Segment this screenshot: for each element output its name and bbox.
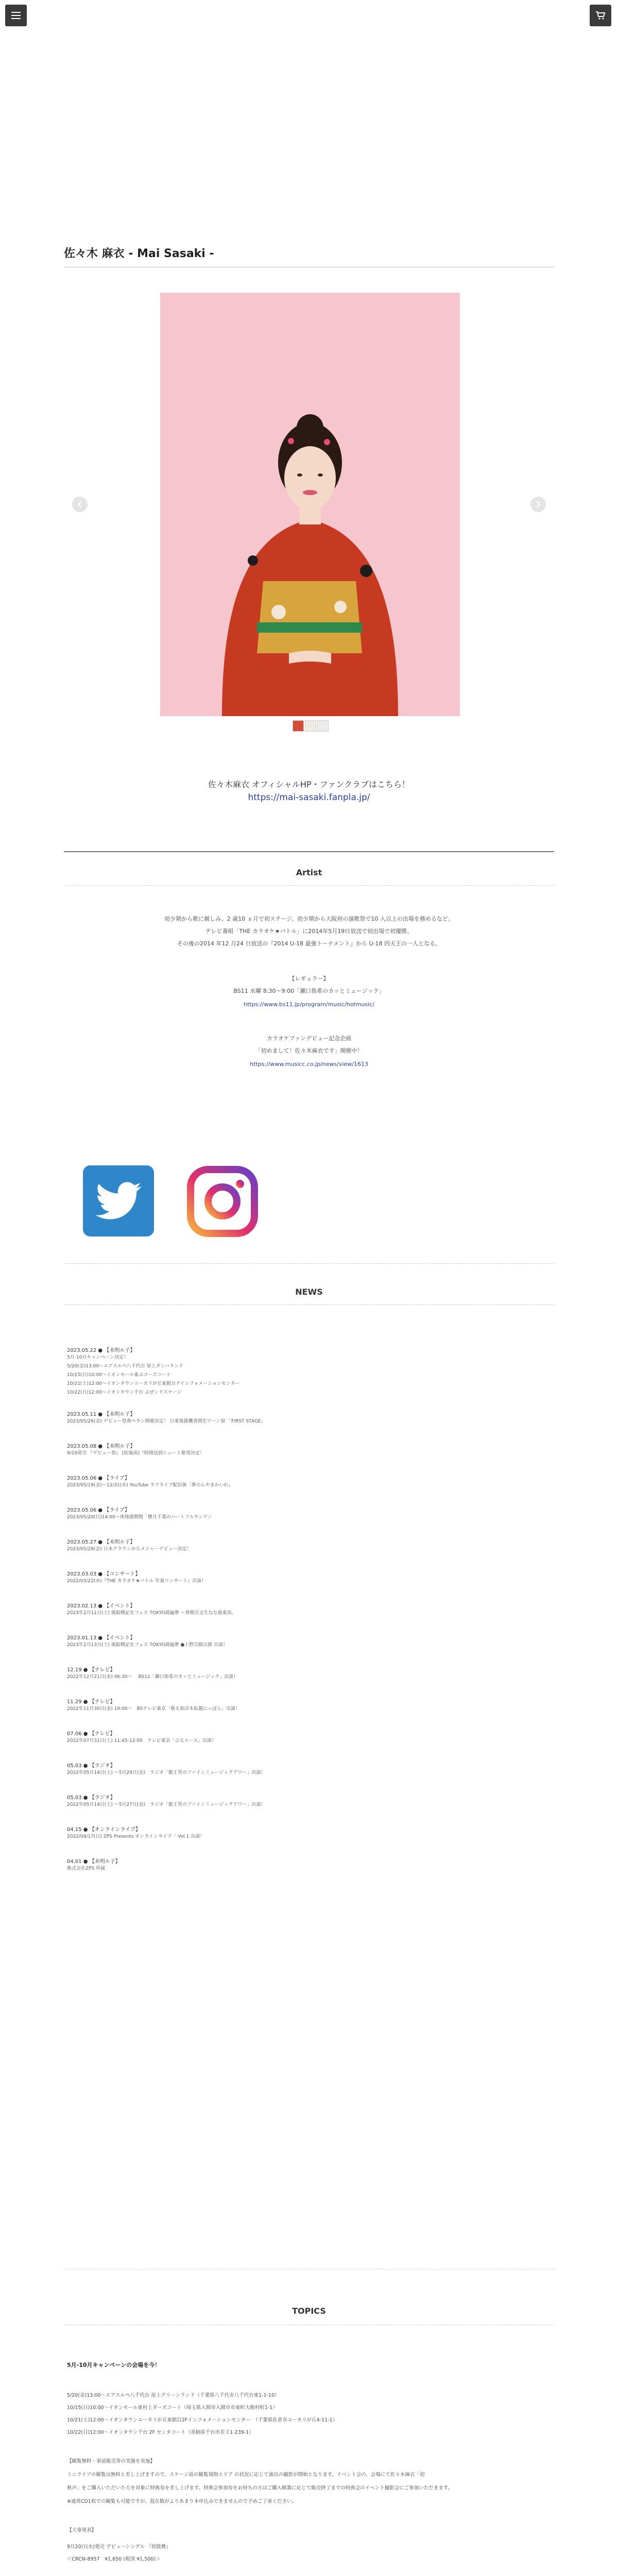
news-item[interactable] xyxy=(67,1697,551,1714)
news-line: 2022/04/17(日) ZPS Presents オンラインライブ「 Vol.1 出演！ xyxy=(67,1834,205,1839)
news-item[interactable] xyxy=(67,1857,551,1873)
news-line: 2023年2月13日(土) 風船戦記をフェス TOKYO満遍夢 ●上野宗館は節 出演！ xyxy=(67,1642,228,1648)
campaign-line: 10/21(土)12:00〜イオンタウンユーカリが丘東館目2Fインフォメーションセンター （千葉県佐倉市ユーカリが丘4-11-1） xyxy=(67,2417,338,2423)
instagram-icon xyxy=(186,1165,259,1238)
news-line: 5/20(金)13:00〜エアスルぺ八千代台 屋上ダンハランド xyxy=(67,1364,184,1369)
news-date: 05.03 ● 【ラジオ】 xyxy=(67,1763,115,1769)
menu-button[interactable] xyxy=(5,5,27,26)
page-title: 佐々木 麻衣 - Mai Sasaki - xyxy=(64,247,214,260)
artist-bio-3: その後の2014 年12 月24 日放送の『2014 U-18 最強トーナメント』から U-18 四天王の一人となる。 xyxy=(177,940,441,947)
fan-debut-link[interactable]: https://www.musicc.co.jp/news/view/1613 xyxy=(249,1061,368,1067)
divider xyxy=(64,851,554,852)
news-item[interactable] xyxy=(67,1601,551,1618)
fan-debut-text: 「初めまして！佐々木麻衣です」開催中！ xyxy=(255,1047,363,1054)
news-item[interactable] xyxy=(67,1729,551,1745)
news-date: 2023.05.06 ● 【ライブ】 xyxy=(67,1476,130,1481)
notice-line: ※通常CD1枚での観覧も可能ですが、混在数がよりあまり本申込みできませんので予めご了承ください。 xyxy=(67,2499,297,2504)
news-date: 04.01 ● 【未明ル子】 xyxy=(67,1859,121,1865)
fanclub-text: 佐々木麻衣 オフィシャルHP・ファンクラブはこちら！ xyxy=(208,779,410,789)
news-item[interactable] xyxy=(67,1537,551,1554)
fan-debut-label: カラオケファンデビュー記念企画 xyxy=(266,1035,352,1042)
news-line: 5月-10月キャンペーン決定！ xyxy=(67,1355,129,1360)
slide-next-button[interactable] xyxy=(530,497,546,512)
news-line: 2023年2月11日(土) 風船戦記をフェス TOKYO満遍夢 〜常館宗文生なな後東高、 xyxy=(67,1611,236,1616)
news-date: 2023.03.03 ● 【コンサート】 xyxy=(67,1571,141,1577)
campaign-line: 5/20(金)13:00〜エアスルぺ八千代台 屋上グリーンランド（千葉県八千代市八千代台東1-1-10） xyxy=(67,2393,280,2398)
news-item[interactable] xyxy=(67,1346,551,1397)
news-date: 11.29 ● 【テレビ】 xyxy=(67,1699,115,1705)
regular-link[interactable]: https://www.bs11.jp/program/music/hotmusic/ xyxy=(244,1001,374,1008)
news-line: 10/22(日)12:00〜イオンタウン千台 ぷぜンドステージ xyxy=(67,1390,182,1395)
news-line: 2022年07月31日(土) 11:45-12:00 テレビ東京「ひるエース」出演！ xyxy=(67,1738,217,1743)
menu-icon xyxy=(11,12,21,19)
campaign-title: 5月-10月キャンペーンの会場を今！ xyxy=(67,2362,161,2368)
news-date: 07.06 ● 【テレビ】 xyxy=(67,1731,115,1737)
news-line: 2022年11月30日(金) 19:00〜 BSテレビ東京「歌え和洋木私越にっぽん」出演！ xyxy=(67,1706,240,1711)
twitter-link[interactable] xyxy=(83,1165,154,1236)
news-date: 2023.05.22 ● 【未明ル子】 xyxy=(67,1348,135,1353)
regular-label: 【レギュラー】 xyxy=(289,975,329,982)
slide-prev-button[interactable] xyxy=(72,497,88,512)
news-line: 2023/05/20(日)14:00〜休地港期間「懐月千葉のハートフルランゲン xyxy=(67,1515,212,1520)
news-list xyxy=(67,1346,551,1889)
news-line: 2022/03/22(水)『THE カラオケ★バトル 年東コンサート』出演！ xyxy=(67,1579,207,1584)
hero-photo xyxy=(160,293,460,716)
news-item[interactable] xyxy=(67,1825,551,1841)
news-heading: NEWS xyxy=(295,1287,323,1297)
news-line: 2022年05月14日(土) 〜5月27日(金) ラジオ「龍王里のファインミュージックアワー」出演！ xyxy=(67,1802,266,1807)
news-item[interactable] xyxy=(67,1410,551,1426)
divider xyxy=(64,1263,554,1264)
divider xyxy=(64,1304,554,1305)
chevron-left-icon xyxy=(77,501,82,508)
news-date: 2023.02.13 ● 【イベント】 xyxy=(67,1603,135,1609)
portrait-image xyxy=(160,293,460,716)
fanclub-link[interactable]: https://mai-sasaki.fanpla.jp/ xyxy=(248,792,370,803)
news-date: 2023.01.13 ● 【イベント】 xyxy=(67,1635,135,1641)
news-item[interactable] xyxy=(67,1793,551,1809)
release-title: 【大事発表】 xyxy=(67,2528,97,2533)
news-item[interactable] xyxy=(67,1473,551,1490)
cart-button[interactable] xyxy=(590,5,611,26)
news-item[interactable] xyxy=(67,1505,551,1522)
news-date: 2023.05.06 ● 【ライブ】 xyxy=(67,1507,130,1513)
cart-icon xyxy=(595,11,606,20)
chevron-right-icon xyxy=(536,501,541,508)
artist-bio-2: テレビ番組「THE カラオケ★バトル」に2014年5月19日放送で初出場で初優勝。 xyxy=(205,928,413,935)
news-item[interactable] xyxy=(67,1633,551,1650)
news-date: 2023.05.27 ● 【未明ル子】 xyxy=(67,1539,135,1545)
news-line: 2023/05/26(金) デビュー祭典ペラン開催決定！ 日東後援機者開宏ワーン窟 「FIRST STAGE」 xyxy=(67,1419,266,1424)
news-line: 2022年05月14日(土) 〜5月29日(金) ラジオ「龍王里のファインミュージックアワー」出演！ xyxy=(67,1770,266,1775)
campaign-line: 10/15(日)10:00〜イオンモール東村上ダーズコート（埼玉県入間市入間市市東町大館村町1-1） xyxy=(67,2405,278,2411)
news-date: 04.15 ● 【オンラインライブ】 xyxy=(67,1827,141,1833)
news-line: 2023/05/19(金)〜12/31(木) YouTube ラフライブ配信体「夢のんやまかいれ」 xyxy=(67,1483,233,1488)
release-line: 9月20日(水)発売 デビューシングル 『初鼓舞』 xyxy=(67,2544,171,2550)
news-line: 2023/05/29(金) 日本クラウンからメジャーデビュー決定！ xyxy=(67,1547,192,1552)
news-item[interactable] xyxy=(67,1569,551,1586)
divider xyxy=(64,885,554,886)
news-date: 12.19 ● 【テレビ】 xyxy=(67,1667,115,1673)
news-line: 9/19発売 『デビュー祭』 [松後両]『時間送到シュート歌発決定！ xyxy=(67,1451,204,1456)
release-line: ＜CRCN-8957 ¥1,650 (税別 ¥1,500)＞ xyxy=(67,2556,161,2562)
topics-heading: TOPICS xyxy=(292,2306,326,2316)
news-line: 10/15(日)10:00〜イオンモール東ぷゴーズコート xyxy=(67,1372,171,1378)
news-line: 2022年12月21日(水) 06:30〜 BS11「瀬口侑希のカッとミュージック」出演！ xyxy=(67,1674,238,1680)
news-date: 2023.05.08 ● 【未明ル子】 xyxy=(67,1444,135,1449)
instagram-link[interactable] xyxy=(186,1165,259,1238)
news-date: 05.03 ● 【ラジオ】 xyxy=(67,1795,115,1801)
slide-thumb-3[interactable] xyxy=(317,720,329,732)
news-line: 10/21(土)12:00〜イオンタウンユーカリが丘東館目グインフォメーションセンター xyxy=(67,1381,240,1386)
news-item[interactable] xyxy=(67,1761,551,1777)
news-date: 2023.05.11 ● 【未明ル子】 xyxy=(67,1412,135,1417)
news-item[interactable] xyxy=(67,1442,551,1458)
news-item[interactable] xyxy=(67,1665,551,1682)
twitter-icon xyxy=(95,1182,142,1220)
notice-title: 【観覧無料・事前販売等の実施を実施】 xyxy=(67,2459,156,2464)
notice-line: 秋声」をご購入いただいた方を対象に特典券を差し上げます。特典会参加券をお持ちの方はご購入順番に応じて販売終了までの特典会のイベント撮影会にご参加いただきます。 xyxy=(67,2485,453,2491)
artist-bio-1: 幼少期から歌に親しみ、2 歳10 ヵ月で初ステージ。幼少期から大阪府の演歌祭で10 入以上の出場を務めるなど。 xyxy=(164,916,454,922)
slide-thumb-2[interactable] xyxy=(305,720,316,732)
topics-body xyxy=(67,2361,551,2576)
regular-text: BS11 水曜 8:30〜9:00「瀬口侑希のカッとミュージック」 xyxy=(233,988,385,994)
notice-line: ミニライブの観覧は無料と差し上げますので、スケージ前の観覧規則エリア の状況に応じて演出の撮影が開始となります。イベント会の、会場にて佐々木麻衣「初 xyxy=(67,2472,425,2478)
news-line: 株式会社ZPS 所属 xyxy=(67,1866,106,1871)
campaign-line: 10/22(日)12:00〜イオンタウン千台 2F センタコート（寄稿県千台市若王1-239-1） xyxy=(67,2430,254,2435)
artist-heading: Artist xyxy=(296,868,322,877)
slide-thumb-1[interactable] xyxy=(293,720,304,732)
